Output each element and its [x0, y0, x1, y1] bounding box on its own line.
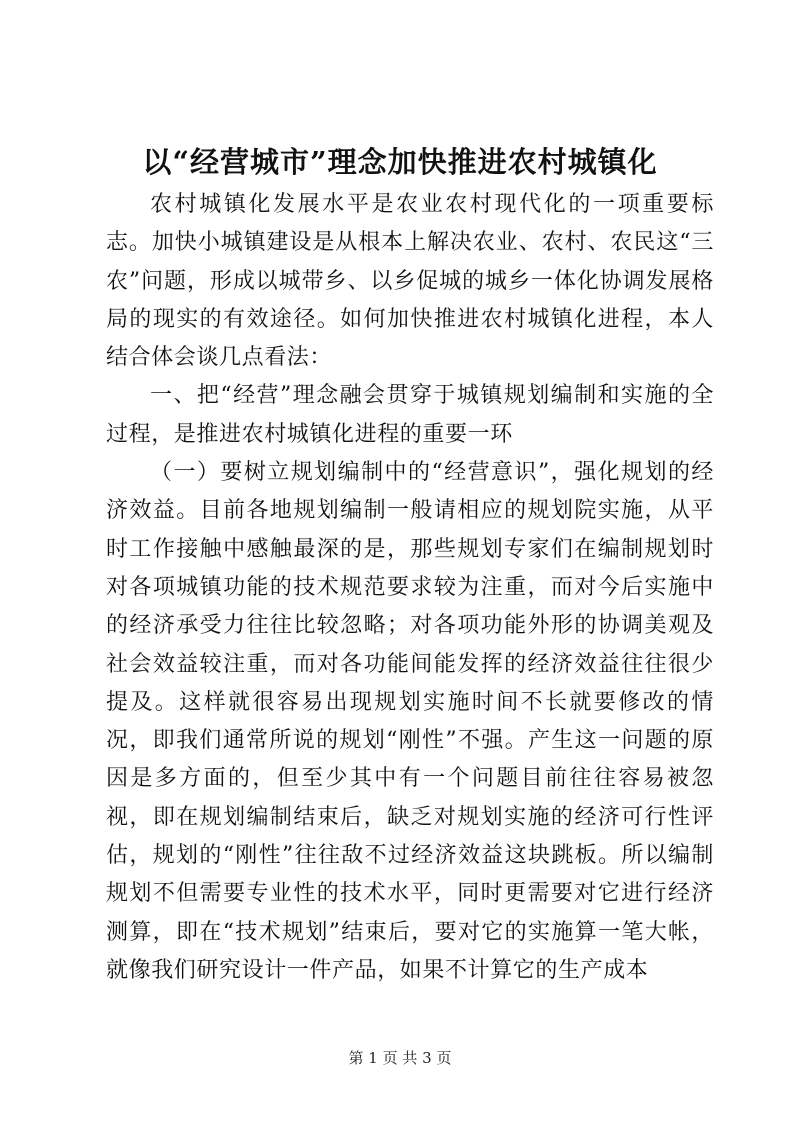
subsection-paragraph: （一）要树立规划编制中的“经营意识”，强化规划的经济效益。目前各地规划编制一般请相应的规划院实施，从平时工作接触中感触最深的是，那些规划专家们在编制规划时对各项城镇功能的技术规范要求较为注重，而对今后实施中的经济承受力往往比较忽略；对各项功能外形的协调美观及社会效益较注重，而对各功能间能发挥的经济效益往往很少提及。这样就很容易出现规划实施时间不长就要修改的情况，即我们通常所说的规划“刚性”不强。产生这一问题的原因是多方面的，但至少其中有一个问题目前往往容易被忽视，即在规划编制结束后，缺乏对规划实施的经济可行性评估，规划的“刚性”往往敌不过经济效益这块跳板。所以编制规划不但需要专业性的技术水平，同时更需要对它进行经济测算，即在“技术规划”结束后，要对它的实施算一笔大帐，就像我们研究设计一件产品，如果不计算它的生产成本 — [106, 460, 714, 983]
intro-paragraph: 农村城镇化发展水平是农业农村现代化的一项重要标志。加快小城镇建设是从根本上解决农业、农村、农民这“三农”问题，形成以城带乡、以乡促城的城乡一体化协调发展格局的现实的有效途径。如何加快推进农村城镇化进程，本人结合体会谈几点看法： — [106, 192, 714, 371]
document-title: 以“经营城市”理念加快推进农村城镇化 — [142, 145, 658, 179]
document-body — [106, 186, 714, 990]
section-heading-paragraph: 一、把“经营”理念融会贯穿于城镇规划编制和实施的全过程，是推进农村城镇化进程的重要一环 — [106, 383, 714, 447]
page-number-footer: 第 1 页 共 3 页 — [348, 1049, 452, 1067]
